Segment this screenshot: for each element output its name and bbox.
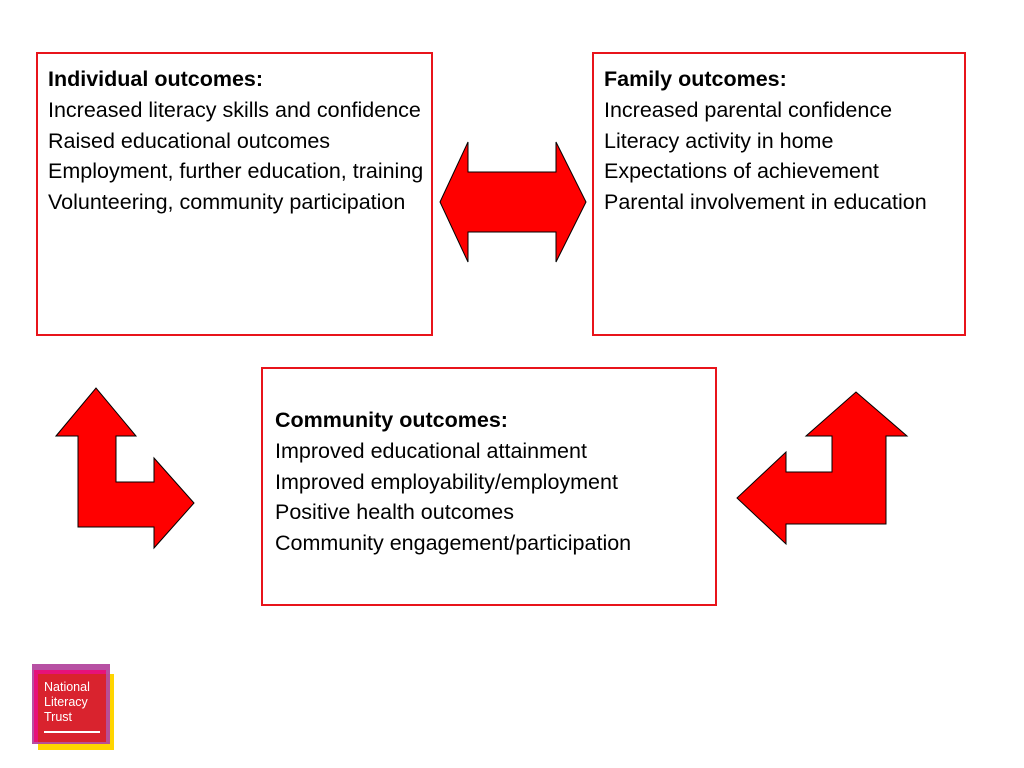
list-item: Positive health outcomes [275, 500, 515, 525]
individual-outcomes-title: Individual outcomes: [48, 67, 264, 91]
list-item: Volunteering, community participation [48, 190, 406, 215]
logo-text-line: Trust [44, 710, 73, 724]
family-outcomes-title: Family outcomes: [604, 67, 787, 91]
left-right-arrow-icon [440, 142, 586, 262]
list-item: Parental involvement in education [604, 190, 927, 215]
logo-text-line: National [44, 680, 90, 694]
list-item: Literacy activity in home [604, 128, 834, 153]
logo-underline [44, 731, 100, 733]
up-left-bent-arrow-icon [737, 392, 907, 544]
list-item: Employment, further education, training [48, 159, 424, 184]
list-item: Raised educational outcomes [48, 128, 331, 153]
list-item: Community engagement/participation [275, 531, 632, 556]
list-item: Increased parental confidence [604, 97, 893, 122]
list-item: Improved educational attainment [275, 438, 587, 463]
national-literacy-trust-logo [28, 664, 118, 752]
list-item: Improved employability/employment [275, 469, 618, 494]
up-right-bent-arrow-icon [56, 388, 194, 548]
community-outcomes-title: Community outcomes: [275, 408, 508, 432]
logo-text [44, 680, 108, 725]
list-item: Increased literacy skills and confidence [48, 97, 421, 122]
list-item: Expectations of achievement [604, 159, 879, 184]
logo-text-line: Literacy [44, 695, 88, 709]
